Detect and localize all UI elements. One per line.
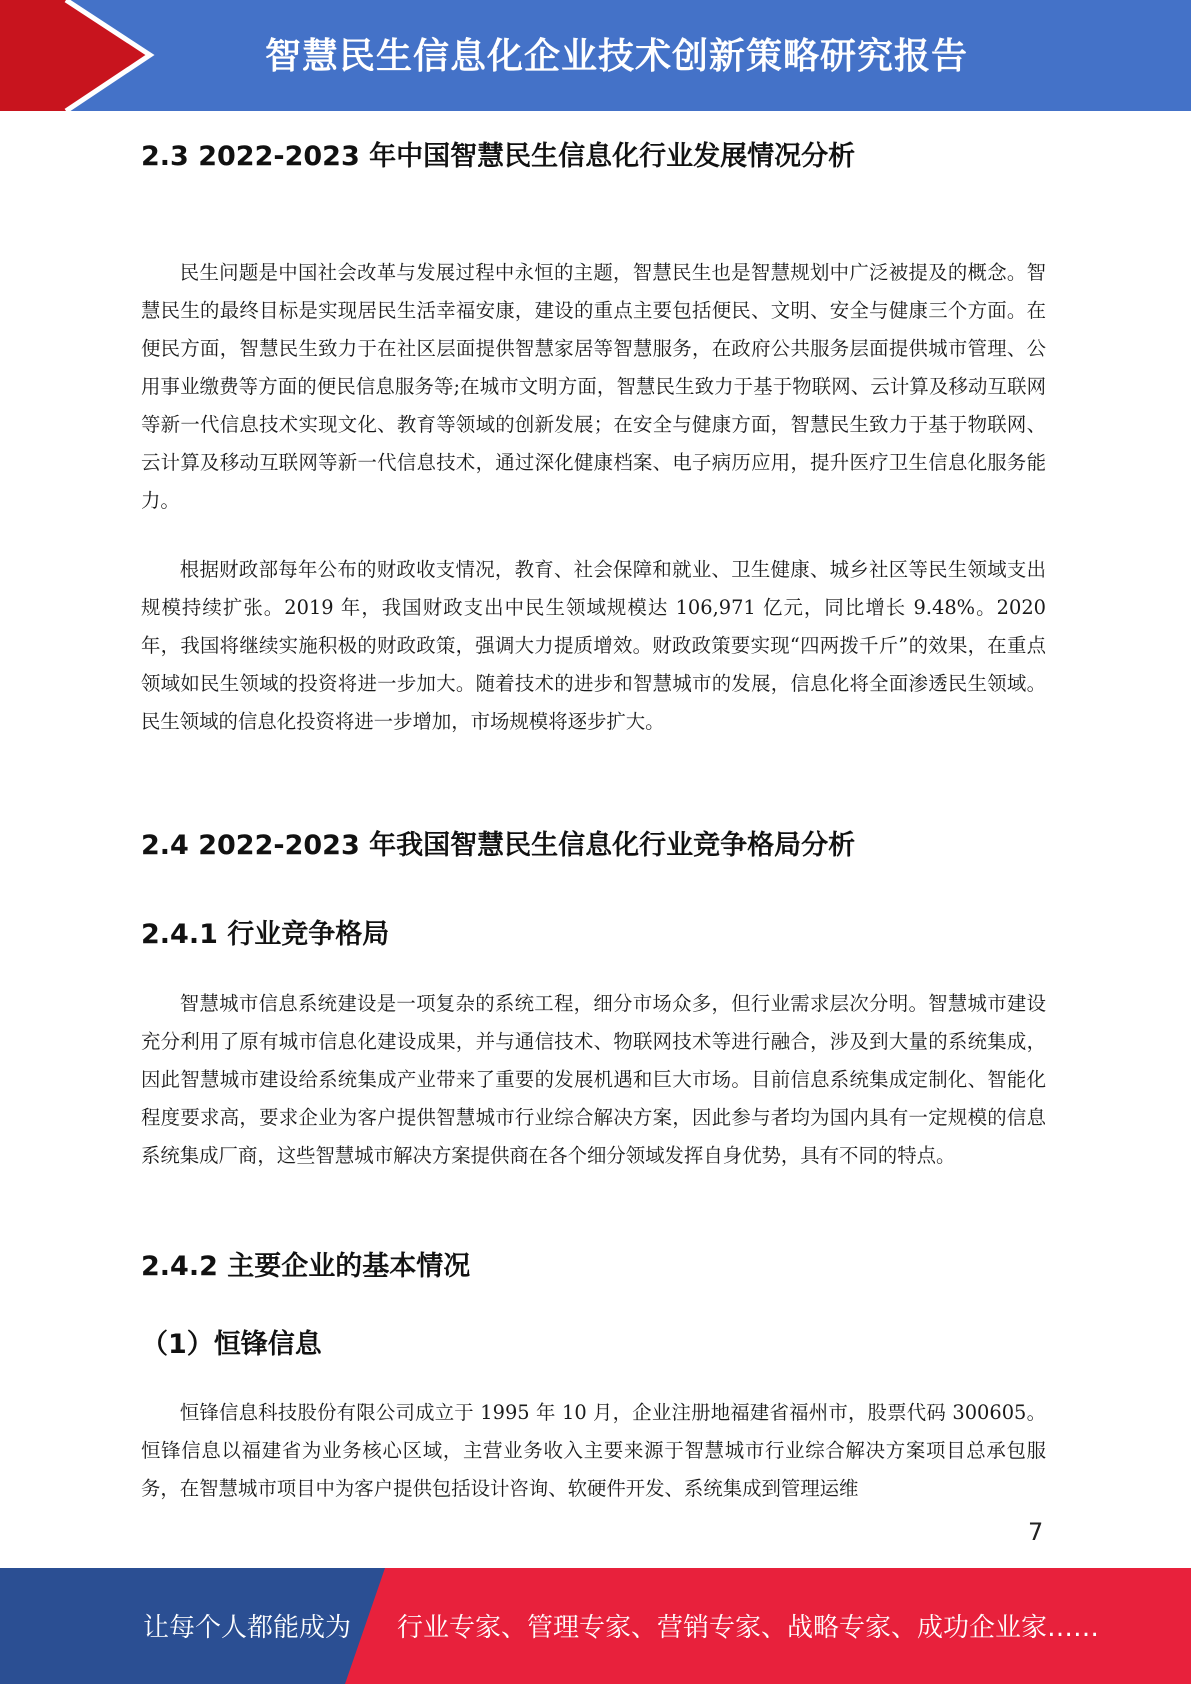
page-header — [0, 0, 1191, 111]
section-2-3-paragraph-2: 根据财政部每年公布的财政收支情况，教育、社会保障和就业、卫生健康、城乡社区等民生领域支出规模持续扩张。2019 年，我国财政支出中民生领域规模达 106,971 亿元，同比增长 9.48%。2020 年，我国将继续实施积极的财政政策，强调大力提质增效。财政政策要实现“四两拨千斤”的效果，在重点领域如民生领域的投资将进一步加大。随着技术的进步和智慧城市的发展，信息化将全面渗透民生领域。民生领域的信息化投资将进一步增加，市场规模将逐步扩大。 — [141, 558, 1046, 733]
section-2-3-paragraph-1: 民生问题是中国社会改革与发展过程中永恒的主题，智慧民生也是智慧规划中广泛被提及的概念。智慧民生的最终目标是实现居民生活幸福安康，建设的重点主要包括便民、文明、安全与健康三个方面。在便民方面，智慧民生致力于在社区层面提供智慧家居等智慧服务，在政府公共服务层面提供城市管理、公用事业缴费等方面的便民信息服务等;在城市文明方面，智慧民生致力于基于物联网、云计算及移动互联网等新一代信息技术实现文化、教育等领域的创新发展；在安全与健康方面，智慧民生致力于基于物联网、云计算及移动互联网等新一代信息技术，通过深化健康档案、电子病历应用，提升医疗卫生信息化服务能力。 — [141, 261, 1046, 512]
section-2-4-1-paragraph: 智慧城市信息系统建设是一项复杂的系统工程，细分市场众多，但行业需求层次分明。智慧城市建设充分利用了原有城市信息化建设成果，并与通信技术、物联网技术等进行融合，涉及到大量的系统集成，因此智慧城市建设给系统集成产业带来了重要的发展机遇和巨大市场。目前信息系统集成定制化、智能化程度要求高，要求企业为客户提供智慧城市行业综合解决方案，因此参与者均为国内具有一定规模的信息系统集成厂商，这些智慧城市解决方案提供商在各个细分领域发挥自身优势，具有不同的特点。 — [141, 992, 1046, 1167]
section-2-3-heading: 2.3 2022-2023 年中国智慧民生信息化行业发展情况分析 — [141, 141, 856, 172]
report-title: 智慧民生信息化企业技术创新策略研究报告 — [265, 36, 969, 77]
company-1-heading: （1）恒锋信息 — [141, 1329, 322, 1360]
company-1-paragraph: 恒锋信息科技股份有限公司成立于 1995 年 10 月，企业注册地福建省福州市，股票代码 300605。恒锋信息以福建省为业务核心区域，主营业务收入主要来源于智慧城市行业综合解决方案项目总承包服务，在智慧城市项目中为客户提供包括设计咨询、软硬件开发、系统集成到管理运维 — [141, 1401, 1046, 1500]
section-2-4-heading: 2.4 2022-2023 年我国智慧民生信息化行业竞争格局分析 — [141, 830, 856, 861]
section-2-4-1-heading: 2.4.1 行业竞争格局 — [141, 919, 390, 950]
footer-slogan-right: 行业专家、管理专家、营销专家、战略专家、成功企业家…… — [397, 1613, 1100, 1643]
section-2-4-2-heading: 2.4.2 主要企业的基本情况 — [141, 1251, 471, 1282]
page-footer — [0, 1568, 1191, 1684]
page-number: 7 — [1028, 1518, 1044, 1546]
footer-slogan-left: 让每个人都能成为 — [143, 1613, 352, 1643]
